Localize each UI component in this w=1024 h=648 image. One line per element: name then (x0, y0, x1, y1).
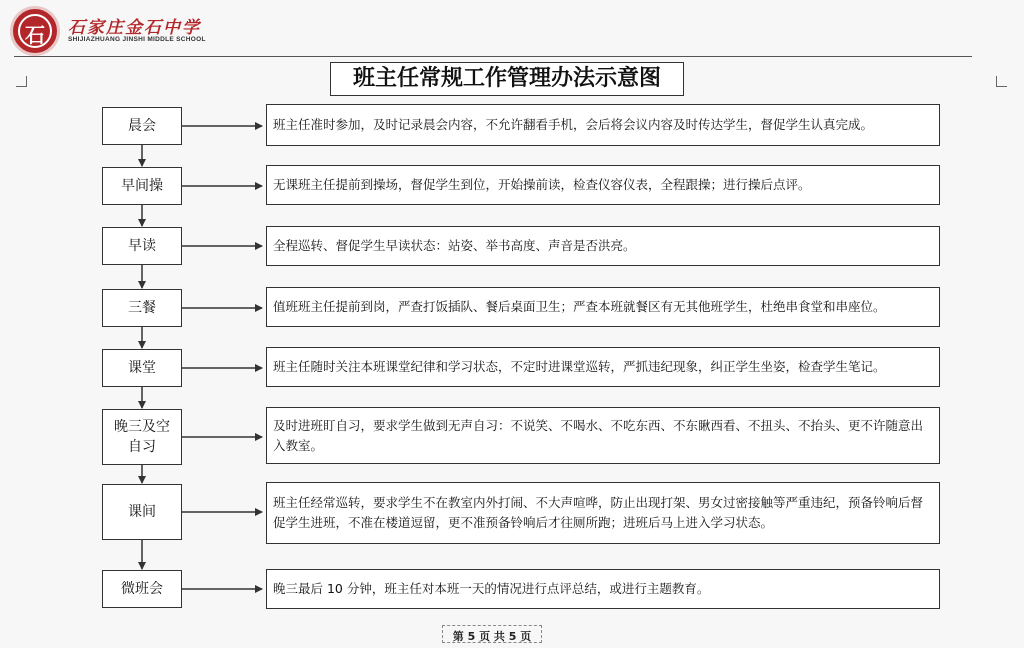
school-name: 石家庄金石中学 (68, 18, 201, 38)
page-number: 第 5 页 共 5 页 (452, 630, 532, 643)
school-name-english: SHIJIAZHUANG JINSHI MIDDLE SCHOOL (68, 36, 206, 43)
step-box: 早读 (102, 227, 182, 265)
step-box: 微班会 (102, 570, 182, 608)
step-description: 值班班主任提前到岗，严查打饭插队、餐后桌面卫生；严查本班就餐区有无其他班学生，杜绝串食堂和串座位。 (266, 287, 940, 327)
step-description: 无课班主任提前到操场，督促学生到位，开始操前读，检查仪容仪表，全程跟操；进行操后点评。 (266, 165, 940, 205)
diagram-title: 班主任常规工作管理办法示意图 (330, 62, 684, 96)
step-description: 晚三最后 10 分钟，班主任对本班一天的情况进行点评总结，或进行主题教育。 (266, 569, 940, 609)
step-description: 班主任准时参加，及时记录晨会内容，不允许翻看手机，会后将会议内容及时传达学生，督促学生认真完成。 (266, 104, 940, 146)
step-description: 班主任经常巡转，要求学生不在教室内外打闹、不大声喧哗，防止出现打架、男女过密接触等严重违纪，预备铃响后督促学生进班，不准在楼道逗留，更不准预备铃响后才往厕所跑；进班后马上进入学习状态。 (266, 482, 940, 544)
step-box: 三餐 (102, 289, 182, 327)
step-box: 课堂 (102, 349, 182, 387)
step-box: 早间操 (102, 167, 182, 205)
logo-glyph: 石 (25, 23, 45, 47)
step-description: 全程巡转、督促学生早读状态：站姿、举书高度、声音是否洪亮。 (266, 226, 940, 266)
step-description: 班主任随时关注本班课堂纪律和学习状态，不定时进课堂巡转，严抓违纪现象，纠正学生坐姿，检查学生笔记。 (266, 347, 940, 387)
step-box: 晚三及空自习 (102, 409, 182, 465)
step-box: 晨会 (102, 107, 182, 145)
step-box: 课间 (102, 484, 182, 540)
step-description: 及时进班盯自习，要求学生做到无声自习：不说笑、不喝水、不吃东西、不东瞅西看、不扭头、不抬头、更不许随意出入教室。 (266, 407, 940, 464)
